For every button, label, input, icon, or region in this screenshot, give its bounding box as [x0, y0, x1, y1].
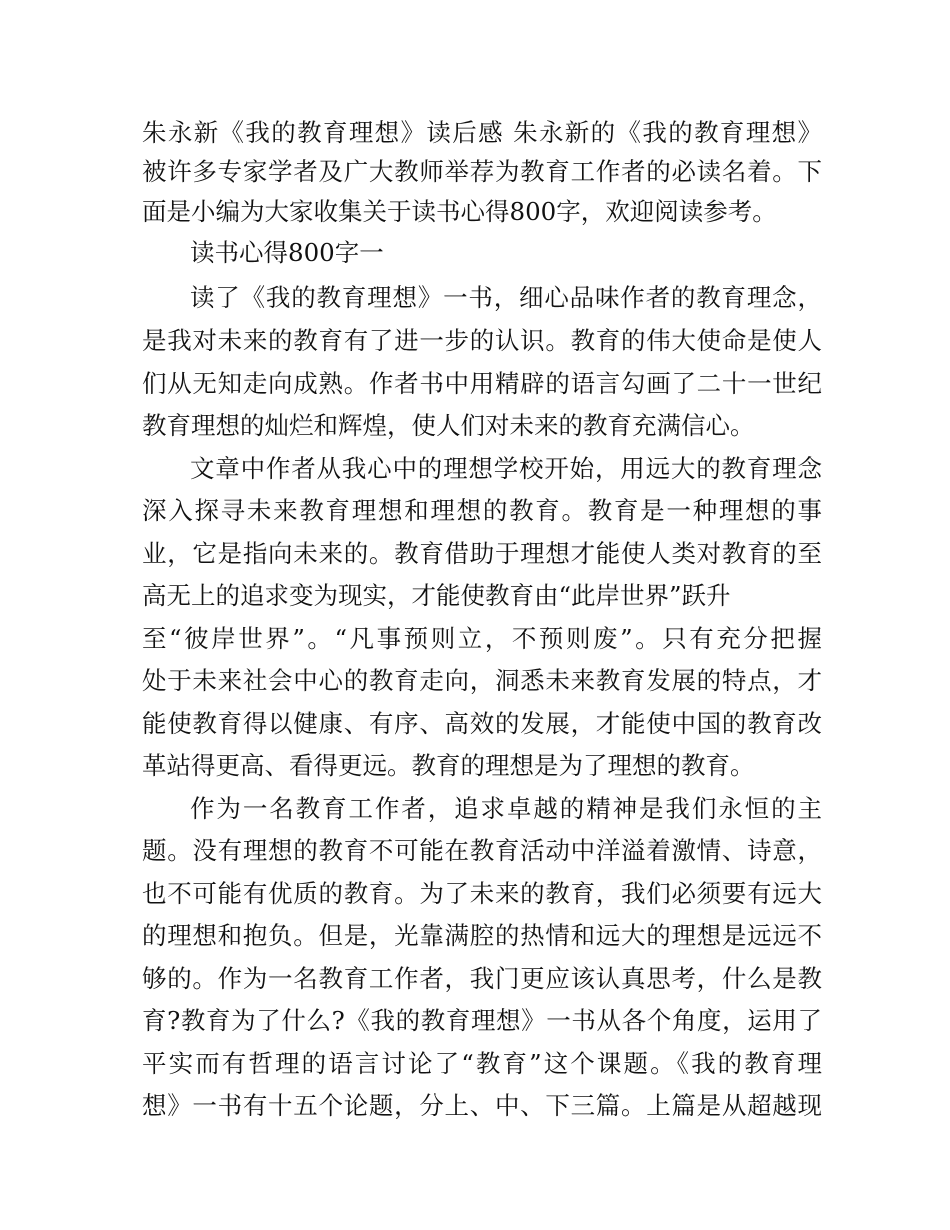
text-line: 处于未来社会中心的教育走向，洞悉未来教育发展的特点，才 [142, 666, 822, 695]
text-line: 业，它是指向未来的。教育借助于理想才能使人类对教育的至 [142, 539, 822, 568]
section-heading: 读书心得800字一 [190, 238, 384, 267]
text-line: 革站得更高、看得更远。教育的理想是为了理想的教育。 [142, 751, 755, 780]
text-line: 够的。作为一名教育工作者，我门更应该认真思考，什么是教 [142, 964, 822, 993]
text-line: 作为一名教育工作者，追求卓越的精神是我们永恒的主 [190, 794, 822, 823]
text-line: 面是小编为大家收集关于读书心得800字，欢迎阅读参考。 [142, 197, 777, 226]
text-line: 高无上的追求变为现实，才能使教育由“此岸世界”跃升 [142, 581, 731, 610]
text-line: 是我对未来的教育有了进一步的认识。教育的伟大使命是使人 [142, 326, 822, 355]
text-line: 读了《我的教育理想》一书，细心品味作者的教育理念， [190, 283, 822, 312]
text-line: 想》一书有十五个论题，分上、中、下三篇。上篇是从超越现 [142, 1091, 822, 1120]
text-line: 至“彼岸世界”。“凡事预则立，不预则废”。只有充分把握 [142, 624, 822, 653]
text-line: 朱永新《我的教育理想》读后感 朱永新的《我的教育理想》 [142, 118, 822, 147]
text-line: 被许多专家学者及广大教师举荐为教育工作者的必读名着。下 [142, 157, 822, 186]
text-line: 能使教育得以健康、有序、高效的发展，才能使中国的教育改 [142, 709, 822, 738]
text-line: 深入探寻未来教育理想和理想的教育。教育是一种理想的事 [142, 496, 822, 525]
text-line: 教育理想的灿烂和辉煌，使人们对未来的教育充满信心。 [142, 411, 755, 440]
text-line: 题。没有理想的教育不可能在教育活动中洋溢着激情、诗意， [142, 836, 822, 865]
text-line: 文章中作者从我心中的理想学校开始，用远大的教育理念 [190, 454, 822, 483]
text-line: 们从无知走向成熟。作者书中用精辟的语言勾画了二十一世纪 [142, 369, 822, 398]
text-line: 也不可能有优质的教育。为了未来的教育，我们必须要有远大 [142, 879, 822, 908]
text-line: 育?教育为了什么?《我的教育理想》一书从各个角度，运用了 [142, 1006, 822, 1035]
text-line: 的理想和抱负。但是，光靠满腔的热情和远大的理想是远远不 [142, 921, 822, 950]
text-line: 平实而有哲理的语言讨论了“教育”这个课题。《我的教育理 [142, 1049, 822, 1078]
